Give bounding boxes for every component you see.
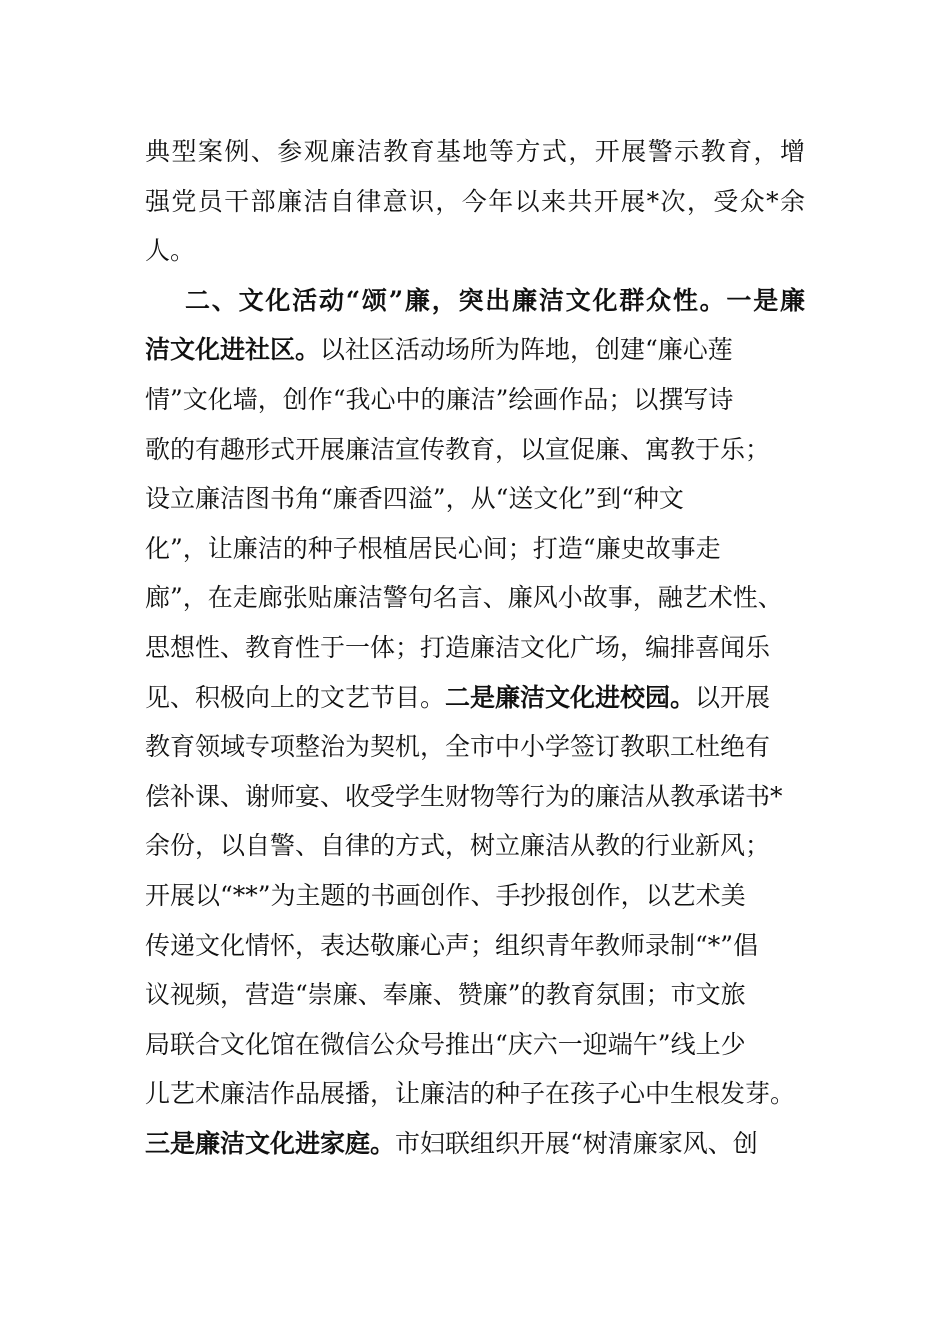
text-line	[185, 281, 805, 321]
body-text: 设立廉洁图书角“廉香四溢”，从“送文化”到“种文	[145, 484, 684, 514]
bold-heading-text: 三是廉洁文化进家庭。	[145, 1129, 396, 1158]
text-line	[145, 1074, 805, 1114]
body-text: 廊”，在走廊张贴廉洁警句名言、廉风小故事，融艺术性、	[145, 583, 783, 613]
body-text: 化”，让廉洁的种子根植居民心间；打造“廉史故事走	[145, 533, 721, 563]
body-text: 偿补课、谢师宴、收受学生财物等行为的廉洁从教承诺书*	[145, 781, 783, 811]
text-line	[145, 479, 805, 519]
body-text: 以开展	[695, 682, 771, 712]
body-text: 思想性、教育性于一体；打造廉洁文化广场，编排喜闻乐	[145, 633, 771, 662]
body-text: 以社区活动场所为阵地，创建“廉心莲	[320, 335, 733, 365]
bold-heading-text: 二是廉洁文化进校园。	[445, 682, 696, 712]
body-text: 人。	[145, 236, 196, 266]
body-text: 市妇联组织开展“树清廉家风、创	[395, 1129, 758, 1158]
text-line	[145, 777, 805, 817]
text-line	[145, 975, 805, 1015]
text-line	[145, 826, 805, 866]
text-line	[145, 231, 805, 271]
text-line	[145, 182, 805, 222]
body-text: 强党员干部廉洁自律意识，今年以来共开展*次，受众*余	[145, 186, 805, 216]
bold-heading-text: 洁文化进社区。	[145, 335, 321, 365]
body-text: 局联合文化馆在微信公众号推出“庆六一迎端午”线上少	[145, 1029, 746, 1059]
text-line	[145, 132, 805, 172]
body-text: 传递文化情怀，表达敬廉心声；组织青年教师录制“*”倡	[145, 930, 759, 960]
body-text: 歌的有趣形式开展廉洁宣传教育，以宣促廉、寓教于乐；	[145, 434, 771, 464]
body-text: 典型案例、参观廉洁教育基地等方式，开展警示教育，增	[145, 137, 805, 166]
text-line	[145, 727, 805, 767]
text-line	[145, 1025, 805, 1065]
text-line	[145, 430, 805, 470]
text-line	[145, 578, 805, 618]
text-line	[145, 380, 805, 420]
body-text: 见、积极向上的文艺节目。	[145, 682, 446, 712]
body-text: 议视频，营造“崇廉、奉廉、赞廉”的教育氛围；市文旅	[145, 980, 746, 1010]
body-text: 开展以“**”为主题的书画创作、手抄报创作，以艺术美	[145, 881, 746, 910]
text-line	[145, 1124, 805, 1164]
body-text: 儿艺术廉洁作品展播，让廉洁的种子在孩子心中生根发芽。	[145, 1079, 796, 1109]
text-line	[145, 876, 805, 916]
body-text: 教育领域专项整治为契机，全市中小学签订教职工杜绝有	[145, 732, 771, 762]
text-line	[145, 529, 805, 569]
text-line	[145, 330, 805, 370]
text-line	[145, 678, 805, 718]
text-line	[145, 628, 805, 668]
bold-heading-text: 二、文化活动“颂”廉，突出廉洁文化群众性。一是廉	[185, 285, 805, 315]
body-text: 余份，以自警、自律的方式，树立廉洁从教的行业新风；	[145, 831, 771, 861]
text-line	[145, 926, 805, 966]
body-text: 情”文化墙，创作“我心中的廉洁”绘画作品；以撰写诗	[145, 385, 734, 414]
